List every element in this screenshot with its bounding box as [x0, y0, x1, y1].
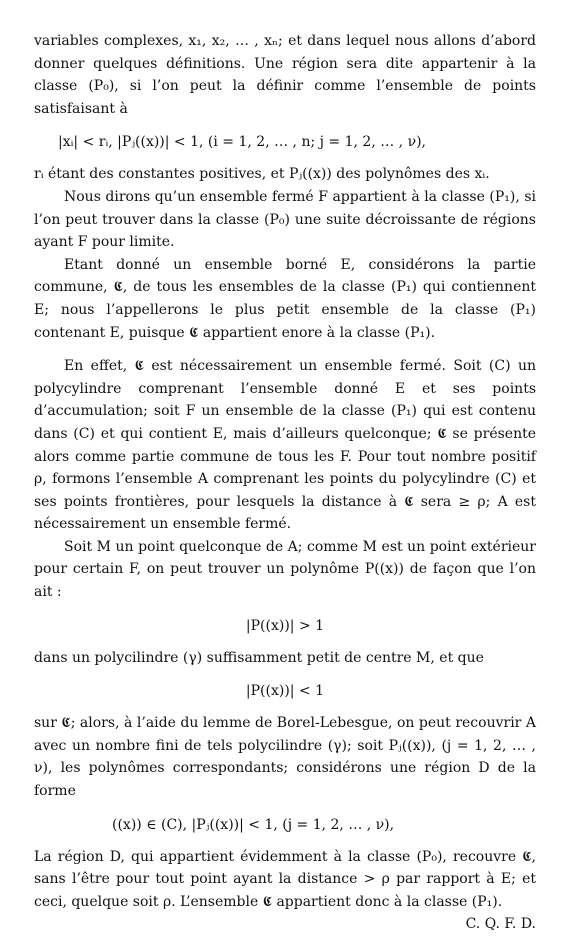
paragraph-3: Nous dirons qu’un ensemble fermé F appartient à la classe (P₁), si l’on peut trouver dans la classe (P₀) une suite décroissante de régions ayant F pour limite. — [34, 188, 536, 251]
equation-4: ((x)) ∈ (C), |Pⱼ((x))| < 1, (j = 1, 2, … , ν), — [112, 816, 395, 833]
paragraph-6: Soit M un point quelconque de A; comme M est un point extérieur pour certain F, on peut trouver un polynôme P((x)) de façon que l’on ait : — [34, 538, 536, 601]
equation-2: |P((x))| > 1 — [245, 617, 325, 634]
cqfd-mark: C. Q. F. D. — [465, 916, 536, 933]
paragraph-8: sur 𝕮; alors, à l’aide du lemme de Borel-Lebesgue, on peut recouvrir A avec un nombre fini de tels polycilindre (γ); soit Pⱼ((x)), (j = 1, 2, … , ν), les polynômes correspondants; considérons une région D de la forme — [34, 715, 536, 800]
paragraph-4: Etant donné un ensemble borné E, considérons la partie commune, 𝕮, de tous les ensembles de la classe (P₁) qui contiennent E; nous l’appellerons le plus petit ensemble de la classe (P₁) contenant E, puisque 𝕮 appartient enore à la classe (P₁). — [34, 256, 536, 341]
equation-1: |xᵢ| < rᵢ, |Pⱼ((x))| < 1, (i = 1, 2, … , n; j = 1, 2, … , ν), — [58, 134, 426, 151]
equation-3: |P((x))| < 1 — [245, 683, 325, 700]
paragraph-2: rᵢ étant des constantes positives, et Pⱼ((x)) des polynômes des xᵢ. — [34, 166, 490, 183]
paragraph-9: La région D, qui appartient évidemment à la classe (P₀), recouvre 𝕮, sans l’être pour tout point ayant la distance > ρ par rapport à E; et ceci, quelque soit ρ. L’ensemble 𝕮 appartient donc à la classe (P₁). — [34, 848, 536, 910]
paragraph-5: En effet, 𝕮 est nécessairement un ensemble fermé. Soit (C) un polycylindre comprenant l’ensemble donné E et ses points d’accumulation; soit F un ensemble de la classe (P₁) qui est contenu dans (C) et qui contient E, mais d’ailleurs quelconque; 𝕮 se présente alors comme partie commune de tous les F. Pour tout nombre positif ρ, formons l’ensemble A comprenant les points du polycylindre (C) et ses points frontières, pour lesquels la distance à 𝕮 sera ≥ ρ; A est nécessairement un ensemble fermé. — [34, 358, 536, 533]
page-text — [34, 30, 536, 936]
paragraph-7: dans un polycilindre (γ) suffisamment petit de centre M, et que — [34, 649, 484, 666]
paragraph-1: variables complexes, x₁, x₂, … , xₙ; et dans lequel nous allons d’abord donner quelques définitions. Une région sera dite appartenir à la classe (P₀), si l’on peut la définir comme l’ensemble de points satisfaisant à — [34, 33, 536, 117]
